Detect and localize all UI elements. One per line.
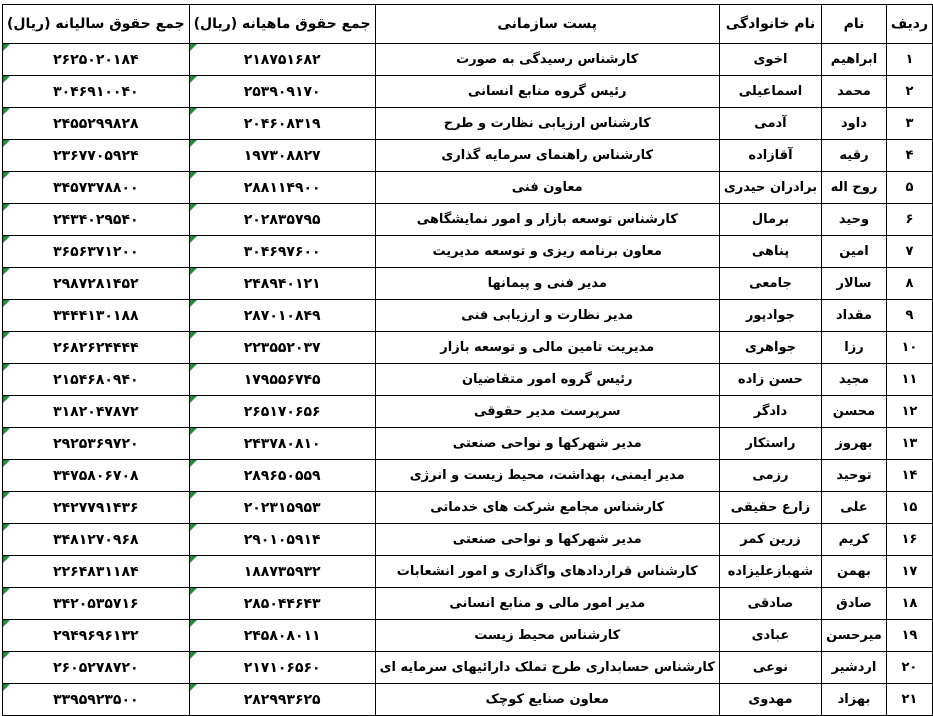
cell-first-name[interactable]: محسن — [822, 396, 887, 428]
header-monthly-salary[interactable]: جمع حقوق ماهیانه (ریال) — [189, 5, 375, 44]
cell-last-name[interactable]: زرین کمر — [719, 524, 821, 556]
cell-last-name[interactable]: پناهی — [719, 236, 821, 268]
cell-first-name[interactable]: محمد — [822, 76, 887, 108]
cell-position[interactable]: مدیر شهرکها و نواحی صنعتی — [375, 524, 719, 556]
cell-position[interactable]: کارشناس راهنمای سرمایه گذاری — [375, 140, 719, 172]
cell-row-number[interactable]: ۵ — [886, 172, 932, 204]
cell-monthly-salary[interactable]: ۲۴۳۷۸۰۸۱۰ — [189, 428, 375, 460]
cell-first-name[interactable]: امین — [822, 236, 887, 268]
cell-monthly-salary[interactable]: ۲۱۷۱۰۶۵۶۰ — [189, 652, 375, 684]
cell-monthly-salary[interactable]: ۲۴۵۸۰۸۰۱۱ — [189, 620, 375, 652]
cell-position[interactable]: مدیر شهرکها و نواحی صنعتی — [375, 428, 719, 460]
cell-monthly-salary[interactable]: ۲۹۰۱۰۵۹۱۴ — [189, 524, 375, 556]
cell-row-number[interactable]: ۹ — [886, 300, 932, 332]
cell-row-number[interactable]: ۲۰ — [886, 652, 932, 684]
table-row — [3, 332, 933, 364]
table-row — [3, 108, 933, 140]
cell-first-name[interactable]: سالار — [822, 268, 887, 300]
table-row — [3, 684, 933, 716]
table-row — [3, 268, 933, 300]
cell-first-name[interactable]: میرحسن — [822, 620, 887, 652]
cell-row-number[interactable]: ۷ — [886, 236, 932, 268]
cell-monthly-salary[interactable]: ۱۸۸۷۳۵۹۳۲ — [189, 556, 375, 588]
cell-yearly-salary[interactable]: ۲۹۸۷۲۸۱۴۵۲ — [3, 268, 190, 300]
cell-last-name[interactable]: برمال — [719, 204, 821, 236]
cell-row-number[interactable]: ۱۸ — [886, 588, 932, 620]
cell-last-name[interactable]: نوعی — [719, 652, 821, 684]
cell-last-name[interactable]: جواهری — [719, 332, 821, 364]
table-body — [3, 44, 933, 716]
cell-first-name[interactable]: کریم — [822, 524, 887, 556]
table-row — [3, 556, 933, 588]
cell-row-number[interactable]: ۲ — [886, 76, 932, 108]
cell-monthly-salary[interactable]: ۲۸۲۹۹۳۶۲۵ — [189, 684, 375, 716]
table-row — [3, 300, 933, 332]
cell-first-name[interactable]: بهمن — [822, 556, 887, 588]
header-first-name[interactable]: نام — [822, 5, 887, 44]
cell-first-name[interactable]: وحید — [822, 204, 887, 236]
cell-row-number[interactable]: ۶ — [886, 204, 932, 236]
cell-yearly-salary[interactable]: ۲۲۶۴۸۳۱۱۸۴ — [3, 556, 190, 588]
table-row — [3, 588, 933, 620]
table-row — [3, 524, 933, 556]
cell-monthly-salary[interactable]: ۲۶۵۱۷۰۶۵۶ — [189, 396, 375, 428]
cell-last-name[interactable]: راستکار — [719, 428, 821, 460]
cell-first-name[interactable]: ابراهیم — [822, 44, 887, 76]
cell-row-number[interactable]: ۸ — [886, 268, 932, 300]
cell-position[interactable]: مدیر فنی و پیمانها — [375, 268, 719, 300]
cell-monthly-salary[interactable]: ۲۰۴۶۰۸۳۱۹ — [189, 108, 375, 140]
cell-position[interactable]: کارشناس مجامع شرکت های خدماتی — [375, 492, 719, 524]
table-row — [3, 620, 933, 652]
cell-yearly-salary[interactable]: ۲۳۶۷۷۰۵۹۲۴ — [3, 140, 190, 172]
cell-first-name[interactable]: صادق — [822, 588, 887, 620]
cell-yearly-salary[interactable]: ۳۴۲۰۵۳۵۷۱۶ — [3, 588, 190, 620]
cell-last-name[interactable]: دادگر — [719, 396, 821, 428]
cell-first-name[interactable]: بهزاد — [822, 684, 887, 716]
cell-first-name[interactable]: داود — [822, 108, 887, 140]
table-row — [3, 652, 933, 684]
header-last-name[interactable]: نام خانوادگی — [719, 5, 821, 44]
cell-last-name[interactable]: آدمی — [719, 108, 821, 140]
cell-last-name[interactable]: صادقی — [719, 588, 821, 620]
cell-first-name[interactable]: مقداد — [822, 300, 887, 332]
table-row — [3, 396, 933, 428]
cell-row-number[interactable]: ۱۴ — [886, 460, 932, 492]
cell-last-name[interactable]: رزمی — [719, 460, 821, 492]
cell-position[interactable]: کارشناس توسعه بازار و امور نمایشگاهی — [375, 204, 719, 236]
cell-yearly-salary[interactable]: ۲۶۰۵۲۷۸۷۲۰ — [3, 652, 190, 684]
cell-last-name[interactable]: شهبازعلیزاده — [719, 556, 821, 588]
table-row — [3, 428, 933, 460]
cell-row-number[interactable]: ۱ — [886, 44, 932, 76]
cell-first-name[interactable]: رزا — [822, 332, 887, 364]
cell-position[interactable]: معاون صنایع کوچک — [375, 684, 719, 716]
table-row — [3, 492, 933, 524]
cell-yearly-salary[interactable]: ۲۶۲۵۰۲۰۱۸۴ — [3, 44, 190, 76]
cell-row-number[interactable]: ۱۶ — [886, 524, 932, 556]
header-position[interactable]: پست سازمانی — [375, 5, 719, 44]
cell-yearly-salary[interactable]: ۲۴۵۵۲۹۹۸۲۸ — [3, 108, 190, 140]
table-row — [3, 364, 933, 396]
table-row — [3, 44, 933, 76]
cell-yearly-salary[interactable]: ۲۶۸۲۶۲۴۴۴۴ — [3, 332, 190, 364]
cell-monthly-salary[interactable]: ۲۸۵۰۴۴۶۴۳ — [189, 588, 375, 620]
cell-yearly-salary[interactable]: ۲۱۵۴۶۸۰۹۴۰ — [3, 364, 190, 396]
cell-position[interactable]: کارشناس حسابداری طرح تملک دارائیهای سرمایه ای — [375, 652, 719, 684]
cell-last-name[interactable]: جامعی — [719, 268, 821, 300]
cell-position[interactable]: مدیر نظارت و ارزیابی فنی — [375, 300, 719, 332]
cell-first-name[interactable]: رقیه — [822, 140, 887, 172]
cell-yearly-salary[interactable]: ۳۴۸۱۲۷۰۹۶۸ — [3, 524, 190, 556]
cell-monthly-salary[interactable]: ۲۸۷۰۱۰۸۴۹ — [189, 300, 375, 332]
cell-row-number[interactable]: ۱۷ — [886, 556, 932, 588]
cell-row-number[interactable]: ۱۵ — [886, 492, 932, 524]
cell-yearly-salary[interactable]: ۲۹۴۹۶۹۶۱۳۲ — [3, 620, 190, 652]
cell-position[interactable]: کارشناس محیط زیست — [375, 620, 719, 652]
cell-position[interactable]: سرپرست مدیر حقوقی — [375, 396, 719, 428]
table-row — [3, 460, 933, 492]
cell-monthly-salary[interactable]: ۲۸۹۶۵۰۵۵۹ — [189, 460, 375, 492]
cell-last-name[interactable]: اخوی — [719, 44, 821, 76]
cell-yearly-salary[interactable]: ۲۴۲۷۷۹۱۴۳۶ — [3, 492, 190, 524]
cell-yearly-salary[interactable]: ۳۳۹۵۹۲۳۵۰۰ — [3, 684, 190, 716]
cell-row-number[interactable]: ۱۹ — [886, 620, 932, 652]
cell-last-name[interactable]: اسماعیلی — [719, 76, 821, 108]
cell-yearly-salary[interactable]: ۳۴۴۴۱۳۰۱۸۸ — [3, 300, 190, 332]
cell-first-name[interactable]: علی — [822, 492, 887, 524]
cell-position[interactable]: کارشناس ارزیابی نظارت و طرح — [375, 108, 719, 140]
cell-monthly-salary[interactable]: ۲۵۳۹۰۹۱۷۰ — [189, 76, 375, 108]
cell-monthly-salary[interactable]: ۲۱۸۷۵۱۶۸۲ — [189, 44, 375, 76]
cell-monthly-salary[interactable]: ۳۰۴۶۹۷۶۰۰ — [189, 236, 375, 268]
header-row — [3, 5, 933, 44]
cell-position[interactable]: مدیر ایمنی، بهداشت، محیط زیست و انرژی — [375, 460, 719, 492]
cell-row-number[interactable]: ۱۲ — [886, 396, 932, 428]
cell-position[interactable]: رئیس گروه امور متقاضیان — [375, 364, 719, 396]
table-row — [3, 204, 933, 236]
cell-yearly-salary[interactable]: ۲۹۲۵۳۶۹۷۲۰ — [3, 428, 190, 460]
table-row — [3, 140, 933, 172]
cell-last-name[interactable]: برادران حیدری — [719, 172, 821, 204]
cell-last-name[interactable]: حسن زاده — [719, 364, 821, 396]
cell-first-name[interactable]: اردشیر — [822, 652, 887, 684]
table-row — [3, 172, 933, 204]
cell-row-number[interactable]: ۱۰ — [886, 332, 932, 364]
cell-last-name[interactable]: عبادی — [719, 620, 821, 652]
cell-first-name[interactable]: مجید — [822, 364, 887, 396]
table-row — [3, 236, 933, 268]
cell-monthly-salary[interactable]: ۱۷۹۵۵۶۷۴۵ — [189, 364, 375, 396]
cell-yearly-salary[interactable]: ۳۴۵۷۳۷۸۸۰۰ — [3, 172, 190, 204]
cell-yearly-salary[interactable]: ۳۱۸۲۰۴۷۸۷۲ — [3, 396, 190, 428]
cell-first-name[interactable]: توحید — [822, 460, 887, 492]
cell-monthly-salary[interactable]: ۱۹۷۳۰۸۸۲۷ — [189, 140, 375, 172]
cell-position[interactable]: کارشناس رسیدگی به صورت — [375, 44, 719, 76]
cell-monthly-salary[interactable]: ۲۴۸۹۴۰۱۲۱ — [189, 268, 375, 300]
cell-first-name[interactable]: روح اله — [822, 172, 887, 204]
cell-position[interactable]: مدیر امور مالی و منابع انسانی — [375, 588, 719, 620]
cell-monthly-salary[interactable]: ۲۲۳۵۵۲۰۳۷ — [189, 332, 375, 364]
cell-first-name[interactable]: بهروز — [822, 428, 887, 460]
cell-row-number[interactable]: ۴ — [886, 140, 932, 172]
cell-last-name[interactable]: زارع حقیقی — [719, 492, 821, 524]
cell-monthly-salary[interactable]: ۲۰۲۸۳۵۷۹۵ — [189, 204, 375, 236]
cell-yearly-salary[interactable]: ۳۴۷۵۸۰۶۷۰۸ — [3, 460, 190, 492]
cell-position[interactable]: معاون برنامه ریزی و توسعه مدیریت — [375, 236, 719, 268]
cell-last-name[interactable]: آقازاده — [719, 140, 821, 172]
cell-position[interactable]: معاون فنی — [375, 172, 719, 204]
cell-row-number[interactable]: ۱۱ — [886, 364, 932, 396]
cell-yearly-salary[interactable]: ۳۰۴۶۹۱۰۰۴۰ — [3, 76, 190, 108]
cell-yearly-salary[interactable]: ۳۶۵۶۳۷۱۲۰۰ — [3, 236, 190, 268]
header-yearly-salary[interactable]: جمع حقوق سالیانه (ریال) — [3, 5, 190, 44]
cell-row-number[interactable]: ۲۱ — [886, 684, 932, 716]
cell-row-number[interactable]: ۱۳ — [886, 428, 932, 460]
cell-position[interactable]: مدیریت تامین مالی و توسعه بازار — [375, 332, 719, 364]
table-row — [3, 76, 933, 108]
cell-last-name[interactable]: مهدوی — [719, 684, 821, 716]
header-row-number[interactable]: ردیف — [886, 5, 932, 44]
cell-row-number[interactable]: ۳ — [886, 108, 932, 140]
cell-position[interactable]: رئیس گروه منابع انسانی — [375, 76, 719, 108]
salary-table — [2, 4, 933, 716]
cell-position[interactable]: کارشناس قراردادهای واگذاری و امور انشعابات — [375, 556, 719, 588]
cell-monthly-salary[interactable]: ۲۰۲۳۱۵۹۵۳ — [189, 492, 375, 524]
cell-monthly-salary[interactable]: ۲۸۸۱۱۴۹۰۰ — [189, 172, 375, 204]
cell-last-name[interactable]: جوادپور — [719, 300, 821, 332]
cell-yearly-salary[interactable]: ۲۴۳۴۰۲۹۵۴۰ — [3, 204, 190, 236]
